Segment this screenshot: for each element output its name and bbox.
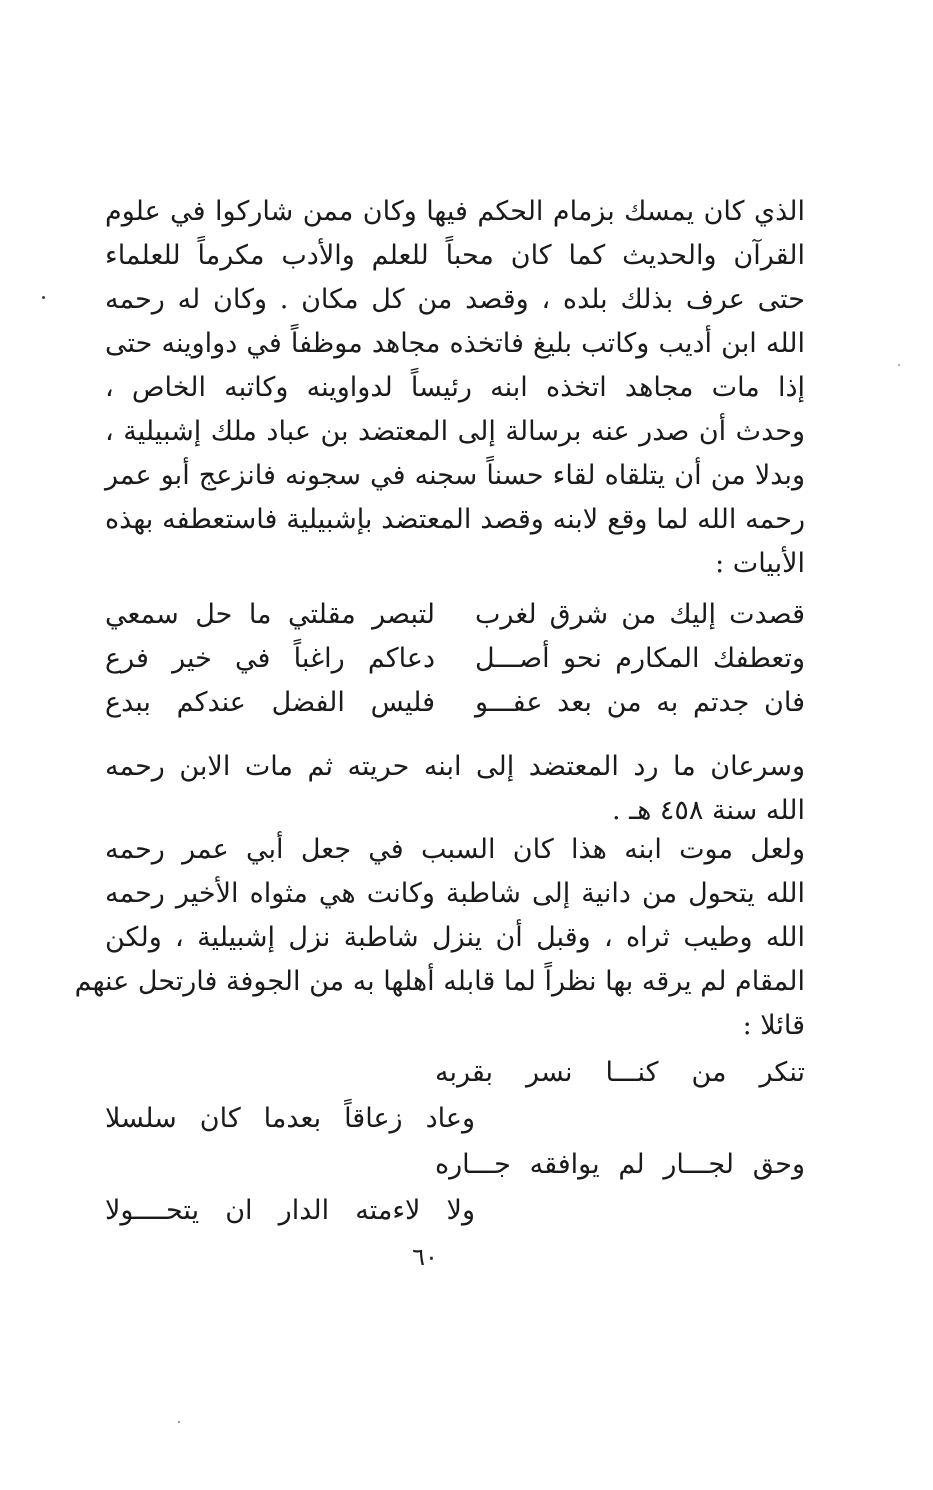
text-line: وبدلا من أن يتلقاه لقاء حسناً سجنه في سجونه فانزعج أبو عمر [105,460,805,491]
text-line: قائلا : [742,1010,805,1041]
scan-speck [178,1421,180,1423]
paragraph-2 [105,745,805,833]
verse-first-hemistich: فان جدتم به من بعد عفـــو [475,687,805,718]
verse-row [105,681,805,725]
poem-line: وحق لجـــار لم يوافقه جـــاره [435,1149,805,1180]
text-line: إذا مات مجاهد اتخذه ابنه رئيساً لدواوينه وكاتبه الخاص ، [105,372,805,403]
verse-first-hemistich: وتعطفك المكارم نحو أصـــل [475,643,805,674]
text-line: الله سنة ٤٥٨ هـ . [612,795,805,826]
verse-row [105,593,805,637]
text-line: وحدث أن صدر عنه برسالة إلى المعتضد بن عباد ملك إشبيلية ، [105,416,805,447]
poem-line: تنكر من كنـــا نسر بقربه [435,1057,805,1088]
text-line: حتى عرف بذلك بلده ، وقصد من كل مكان . وكان له رحمه [105,284,805,315]
text-line: الله يتحول من دانية إلى شاطبة وكانت هي مثواه الأخير رحمه [105,878,805,909]
verse-second-hemistich: لتبصر مقلتي ما حل سمعي [105,599,435,630]
text-line: المقام لم يرقه بها نظراً لما قابله أهلها به من الجوفة فارتحل عنهم [74,966,805,997]
text-line: ولعل موت ابنه هذا كان السبب في جعل أبي عمر رحمه [105,834,805,865]
poem-line: وعاد زعاقاً بعدما كان سلسلا [105,1103,475,1134]
verse-block-1 [105,593,805,725]
text-line: وسرعان ما رد المعتضد إلى ابنه حريته ثم مات الابن رحمه [105,751,805,782]
paragraph-3 [74,828,805,1048]
text-line: الله وطيب ثراه ، وقبل أن ينزل شاطبة نزل إشبيلية ، ولكن [105,922,805,953]
text-line: الذي كان يمسك بزمام الحكم فيها وكان ممن شاركوا في علوم [105,196,805,227]
page-number: ٦٠ [412,1243,438,1271]
poem-line: ولا لاءمته الدار ان يتحــــولا [105,1195,475,1226]
verse-row [105,637,805,681]
text-line: الله ابن أديب وكاتب بليغ فاتخذه مجاهد موظفاً في دواوينه حتى [105,328,806,359]
text-line: رحمه الله لما وقع لابنه وقصد المعتضد بإشبيلية فاستعطفه بهذه [105,504,805,535]
text-line: الأبيات : [715,548,805,579]
verse-second-hemistich: دعاكم راغباً في خير فرع [105,643,435,674]
paragraph-1 [105,190,805,586]
verse-second-hemistich: فليس الفضل عندكم ببدع [105,687,435,718]
scan-speck [898,364,900,366]
scan-speck [42,296,45,299]
verse-first-hemistich: قصدت إليك من شرق لغرب [475,599,805,630]
text-line: القرآن والحديث كما كان محباً للعلم والأدب مكرماً للعلماء [105,240,805,271]
verse-block-2 [105,1050,805,1234]
